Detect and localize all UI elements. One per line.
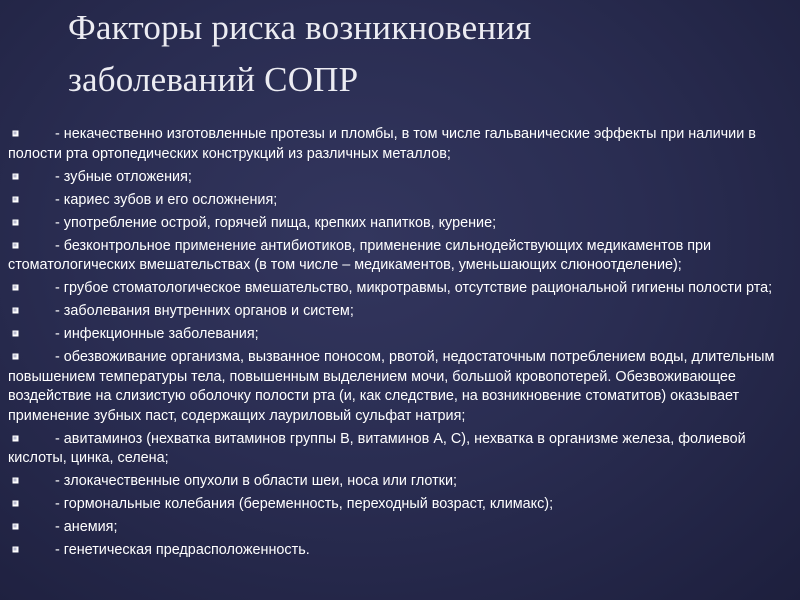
slide-title-line-1: Факторы риска возникновения <box>68 8 532 47</box>
risk-factor-item-6 <box>8 279 788 299</box>
slide-title <box>68 2 768 106</box>
risk-factor-text: - некачественно изготовленные протезы и пломбы, в том числе гальванические эффекты при наличии в полости рта ортопедических конструкций из различных металлов; <box>8 126 756 162</box>
risk-factor-item-3 <box>8 191 788 211</box>
risk-factor-text: - генетическая предрасположенность. <box>55 542 310 558</box>
square-bullet-icon <box>12 173 19 180</box>
square-bullet-icon <box>12 500 19 507</box>
risk-factor-item-11 <box>8 472 788 492</box>
risk-factor-item-12 <box>8 495 788 515</box>
square-bullet-icon <box>12 219 19 226</box>
risk-factor-item-13 <box>8 518 788 538</box>
risk-factor-list <box>8 125 788 564</box>
square-bullet-icon <box>12 477 19 484</box>
risk-factor-text: - авитаминоз (нехватка витаминов группы B, витаминов A, C), нехватка в организме железа, фолиевой кислоты, цинка, селена; <box>8 430 746 466</box>
risk-factor-item-4 <box>8 214 788 234</box>
risk-factor-item-9 <box>8 348 788 426</box>
risk-factor-item-1 <box>8 125 788 164</box>
square-bullet-icon <box>12 353 19 360</box>
risk-factor-text: - грубое стоматологическое вмешательство, микротравмы, отсутствие рациональной гигиены полости рта; <box>55 280 773 296</box>
square-bullet-icon <box>12 435 19 442</box>
risk-factor-item-7 <box>8 302 788 322</box>
risk-factor-text: - зубные отложения; <box>55 168 192 185</box>
square-bullet-icon <box>12 284 19 291</box>
square-bullet-icon <box>12 330 19 337</box>
square-bullet-icon <box>12 242 19 249</box>
risk-factor-text: - употребление острой, горячей пища, крепких напитков, курение; <box>55 214 497 231</box>
risk-factor-item-14 <box>8 541 788 561</box>
risk-factor-item-8 <box>8 325 788 345</box>
risk-factor-item-5 <box>8 237 788 276</box>
risk-factor-text: - безконтрольное применение антибиотиков, применение сильнодействующих медикаментов при стоматологических вмешательствах (в том числе – медикаментов, уменьшающих слюноотделение); <box>8 237 712 273</box>
square-bullet-icon <box>12 130 19 137</box>
risk-factor-text: - обезвоживание организма, вызванное поносом, рвотой, недостаточным потреблением воды, длительным повышением температуры тела, повышенным выделением мочи, большой кровопотерей. Обезвоживающее воздействие на слизистую оболочку полости рта (и, как следствие, на возникновение стоматитов) оказывает применение зубных паст, содержащих лауриловый сульфат натрия; <box>8 349 775 424</box>
risk-factor-item-2 <box>8 168 788 188</box>
risk-factor-text: - гормональные колебания (беременность, переходный возраст, климакс); <box>55 496 554 512</box>
square-bullet-icon <box>12 307 19 314</box>
risk-factor-item-10 <box>8 430 788 469</box>
risk-factor-text: - злокачественные опухоли в области шеи, носа или глотки; <box>55 473 458 489</box>
slide-title-line-2: заболеваний СОПР <box>68 60 359 99</box>
risk-factor-text: - кариес зубов и его осложнения; <box>55 191 278 208</box>
square-bullet-icon <box>12 196 19 203</box>
risk-factor-text: - заболевания внутренних органов и систем; <box>55 303 354 319</box>
square-bullet-icon <box>12 523 19 530</box>
risk-factor-text: - инфекционные заболевания; <box>55 326 259 342</box>
risk-factor-text: - анемия; <box>55 519 118 535</box>
square-bullet-icon <box>12 546 19 553</box>
